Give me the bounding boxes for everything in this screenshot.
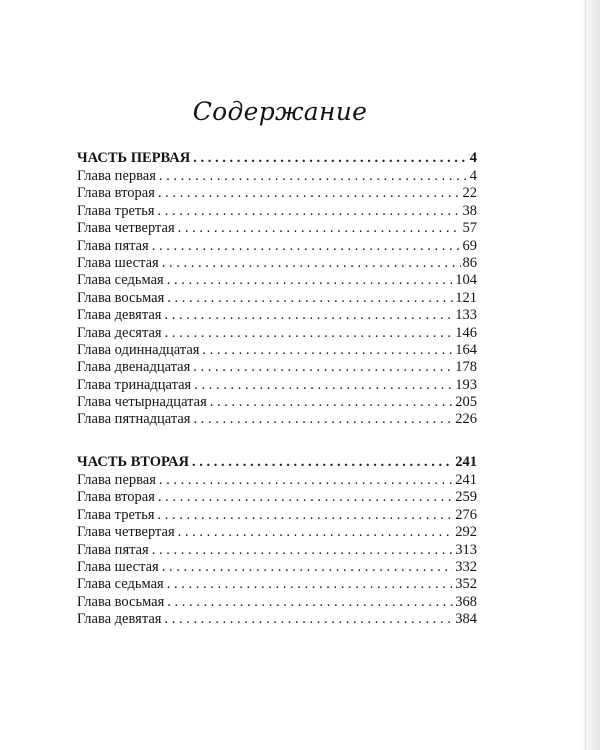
toc-entry[interactable] — [77, 507, 477, 524]
toc-page-number: 259 — [455, 489, 477, 506]
toc-entry[interactable] — [77, 611, 477, 628]
toc-page-number: 193 — [455, 376, 477, 393]
toc-page-number: 164 — [455, 341, 477, 358]
toc-page-number: 205 — [455, 394, 477, 411]
toc-entry-label: Глава тринадцатая — [77, 376, 192, 393]
toc-page-number: 38 — [462, 202, 477, 219]
toc-entry-label: Глава третья — [77, 506, 155, 523]
toc-page-number: 57 — [462, 220, 477, 237]
toc-page-number: 121 — [455, 289, 477, 306]
toc-page-number: 276 — [455, 506, 477, 523]
toc-part-heading[interactable] — [77, 453, 477, 472]
toc-entry[interactable] — [77, 559, 477, 576]
toc-page-number: 368 — [455, 593, 477, 610]
toc-page-number: 292 — [455, 524, 477, 541]
toc-entry-label: Глава седьмая — [77, 272, 164, 289]
toc-entry-label: Глава первая — [77, 168, 156, 184]
toc-part-label: ЧАСТЬ ВТОРАЯ — [77, 454, 189, 470]
dot-leader — [193, 359, 453, 376]
toc-entry-label: Глава пятнадцатая — [77, 411, 191, 428]
toc-entry-label: Глава вторая — [77, 185, 155, 202]
toc-entry[interactable] — [77, 238, 477, 255]
toc-entry-label: Глава четвертая — [77, 220, 175, 237]
toc-entry[interactable] — [77, 307, 477, 324]
toc-entry-label: Глава пятая — [77, 237, 149, 254]
toc-entry-label: Глава третья — [77, 202, 155, 219]
toc-entry-label: Глава двенадцатая — [77, 359, 191, 376]
dot-leader — [158, 507, 454, 524]
dot-leader — [158, 185, 461, 202]
page-edge-shadow — [578, 0, 600, 750]
toc-entry[interactable] — [77, 272, 477, 289]
toc-entry-label: Глава седьмая — [77, 576, 164, 593]
toc-page-number: 146 — [455, 324, 477, 341]
dot-leader — [192, 453, 453, 472]
toc-entry[interactable] — [77, 359, 477, 376]
toc-entry[interactable] — [77, 394, 477, 411]
toc-page-number: 313 — [455, 541, 477, 558]
dot-leader — [165, 325, 454, 342]
toc-entry-label: Глава пятая — [77, 541, 149, 558]
dot-leader — [210, 394, 454, 411]
toc-page-number: 22 — [462, 185, 477, 202]
dot-leader — [167, 576, 454, 593]
dot-leader — [178, 524, 454, 541]
toc-part-heading[interactable] — [77, 149, 477, 168]
toc-page-number: 332 — [455, 558, 477, 575]
toc-entry-label: Глава четвертая — [77, 524, 175, 541]
dot-leader — [202, 342, 453, 359]
page-edge-line — [585, 0, 586, 750]
toc-entry[interactable] — [77, 203, 477, 220]
toc-entry[interactable] — [77, 524, 477, 541]
toc-page-number: 4 — [469, 150, 477, 166]
dot-leader — [159, 472, 453, 489]
dot-leader — [152, 238, 461, 255]
toc-entry-label: Глава вторая — [77, 489, 155, 506]
dot-leader — [167, 272, 454, 289]
toc-page-number: 69 — [462, 237, 477, 254]
toc-entry[interactable] — [77, 576, 477, 593]
toc-page-number: 104 — [455, 272, 477, 289]
toc-entry-label: Глава четырнадцатая — [77, 394, 207, 411]
toc-entry[interactable] — [77, 542, 477, 559]
toc-page-number: 226 — [455, 411, 477, 428]
toc-entry-label: Глава шестая — [77, 254, 159, 271]
toc-entry[interactable] — [77, 594, 477, 611]
toc-entry[interactable] — [77, 342, 477, 359]
toc-entry[interactable] — [77, 489, 477, 506]
toc-page-number: 352 — [455, 576, 477, 593]
dot-leader — [193, 149, 467, 168]
toc-page-number: 86 — [462, 254, 477, 271]
toc-part-second — [77, 453, 477, 629]
dot-leader — [164, 611, 453, 628]
toc-page-number: 241 — [455, 472, 477, 488]
dot-leader — [162, 559, 454, 576]
dot-leader — [158, 203, 461, 220]
dot-leader — [162, 255, 461, 272]
dot-leader — [193, 411, 453, 428]
toc-entry[interactable] — [77, 377, 477, 394]
toc-page-number: 384 — [455, 611, 477, 628]
dot-leader — [167, 594, 453, 611]
toc-entry-label: Глава десятая — [77, 324, 162, 341]
dot-leader — [158, 489, 453, 506]
dot-leader — [167, 290, 453, 307]
toc-entry-label: Глава восьмая — [77, 289, 165, 306]
toc-entry[interactable] — [77, 185, 477, 202]
toc-entry-label: Глава первая — [77, 472, 156, 488]
dot-leader — [178, 220, 461, 237]
toc-page-number: 4 — [469, 168, 477, 184]
toc-entry-label: Глава девятая — [77, 307, 162, 324]
toc-entry-label: Глава девятая — [77, 611, 162, 628]
page-title: Содержание — [192, 97, 368, 126]
toc-part-label: ЧАСТЬ ПЕРВАЯ — [77, 150, 191, 166]
toc-entry[interactable] — [77, 472, 477, 489]
toc-entry-label: Глава восьмая — [77, 593, 165, 610]
toc-entry[interactable] — [77, 255, 477, 272]
toc-entry[interactable] — [77, 168, 477, 185]
dot-leader — [194, 377, 453, 394]
dot-leader — [152, 542, 454, 559]
toc-entry-label: Глава шестая — [77, 558, 159, 575]
toc-entry-label: Глава одиннадцатая — [77, 341, 200, 358]
dot-leader — [159, 168, 468, 185]
toc-entry[interactable] — [77, 325, 477, 342]
toc-page-number: 178 — [455, 359, 477, 376]
dot-leader — [164, 307, 453, 324]
toc-part-first — [77, 149, 477, 429]
toc-entry[interactable] — [77, 290, 477, 307]
toc-page-number: 241 — [455, 454, 477, 470]
toc-entry[interactable] — [77, 220, 477, 237]
toc-page-number: 133 — [455, 307, 477, 324]
toc-entry[interactable] — [77, 411, 477, 428]
